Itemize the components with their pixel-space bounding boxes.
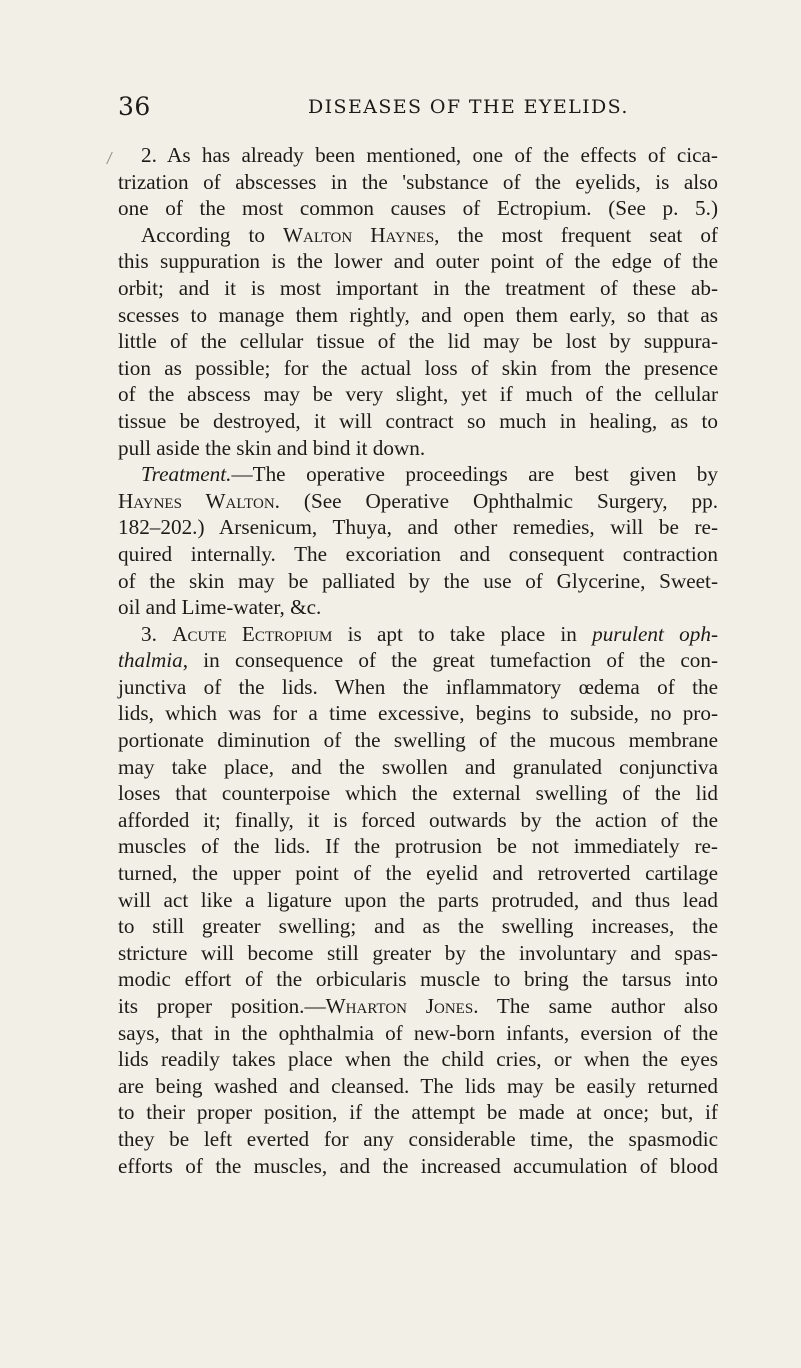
text-line — [118, 674, 718, 701]
text-segment: turned, the upper point of the eyelid and retroverted cartilage — [118, 861, 718, 886]
text-segment: —The operative proceedings are best given by — [231, 462, 718, 487]
text-segment: little of the cellular tissue of the lid may be lost by suppura- — [118, 329, 718, 354]
text-line — [118, 1020, 718, 1047]
author-name: Wharton Jones — [325, 994, 474, 1018]
text-segment: its proper position.— — [118, 994, 326, 1018]
author-name: Acute Ectropium — [172, 621, 333, 646]
text-line — [118, 621, 718, 648]
text-segment: says, that in the ophthalmia of new-born infants, eversion of the — [118, 1020, 718, 1045]
text-segment: afforded it; finally, it is forced outwards by the action of the — [118, 807, 718, 832]
italic-text: purulent oph- — [592, 621, 719, 646]
text-line — [118, 1153, 718, 1180]
text-segment: , in consequence of the great tumefaction of the con- — [182, 648, 718, 673]
text-line — [118, 169, 718, 196]
text-segment: tissue be destroyed, it will contract so much in healing, as to — [118, 408, 718, 433]
text-line — [118, 381, 718, 408]
author-name: Haynes Walton — [118, 488, 275, 513]
text-line — [118, 966, 718, 993]
text-segment: will act like a ligature upon the parts protruded, and thus lead — [118, 887, 718, 912]
page-header — [118, 92, 718, 126]
text-line — [118, 940, 718, 967]
page-number: 36 — [118, 92, 151, 121]
text-segment: portionate diminution of the swelling of the mucous membrane — [118, 728, 718, 753]
text-segment: junctiva of the lids. When the inflammatory œdema of the — [118, 674, 718, 699]
text-line — [118, 435, 718, 462]
text-segment: 3. — [141, 621, 173, 646]
text-segment: modic effort of the orbicularis muscle to bring the tarsus into — [118, 967, 718, 992]
text-segment: pull aside the skin and bind it down. — [118, 435, 426, 460]
text-segment: may take place, and the swollen and granulated conjunctiva — [118, 754, 718, 779]
text-line — [118, 594, 718, 621]
text-segment: 182–202.) Arsenicum, Thuya, and other remedies, will be re- — [118, 515, 718, 540]
text-line — [118, 727, 718, 754]
italic-text: Treatment. — [141, 462, 232, 487]
italic-text: thalmia — [118, 648, 183, 673]
text-segment: of the abscess may be very slight, yet if much of the cellular — [118, 382, 718, 407]
text-segment: lids, which was for a time excessive, begins to subside, no pro- — [118, 701, 718, 726]
text-segment: to still greater swelling; and as the swelling increases, the — [118, 914, 718, 939]
text-line — [118, 807, 718, 834]
text-line — [118, 1046, 718, 1073]
text-line — [118, 1099, 718, 1126]
text-segment: loses that counterpoise which the external swelling of the lid — [118, 781, 718, 806]
text-line — [118, 1073, 718, 1100]
text-line — [118, 860, 718, 887]
text-segment: is apt to take place in — [332, 621, 593, 646]
text-segment: . (See Operative Ophthalmic Surgery, pp. — [274, 488, 719, 513]
text-segment: scesses to manage them rightly, and open them early, so that as — [118, 302, 718, 327]
text-line — [118, 647, 718, 674]
text-segment: trization of abscesses in the 'substance of the eyelids, is also — [118, 169, 718, 194]
text-segment: , the most frequent seat of — [434, 222, 718, 247]
text-line — [118, 275, 718, 302]
text-segment: this suppuration is the lower and outer point of the edge of the — [118, 249, 718, 274]
text-segment: . The same author also — [473, 994, 718, 1018]
text-line — [118, 780, 718, 807]
text-segment: one of the most common causes of Ectropium. (See p. 5.) — [118, 196, 718, 221]
text-segment: According to — [141, 222, 284, 247]
text-line — [118, 222, 718, 249]
text-line — [118, 913, 718, 940]
text-line — [118, 754, 718, 781]
body-text — [118, 142, 718, 1179]
text-line — [118, 248, 718, 275]
text-segment: efforts of the muscles, and the increased accumulation of blood — [118, 1153, 718, 1178]
text-line — [118, 488, 718, 515]
text-line — [118, 355, 718, 382]
text-line — [118, 541, 718, 568]
text-segment: orbit; and it is most important in the treatment of these ab- — [118, 275, 718, 300]
text-line — [118, 328, 718, 355]
author-name: Walton Haynes — [283, 222, 435, 247]
text-segment: of the skin may be palliated by the use of Glycerine, Sweet- — [118, 568, 718, 593]
text-line — [118, 142, 718, 169]
text-segment: quired internally. The excoriation and consequent contraction — [118, 541, 718, 566]
text-segment: stricture will become still greater by the involuntary and spas- — [118, 940, 718, 965]
text-segment: 2. As has already been mentioned, one of the effects of cica- — [141, 143, 718, 167]
text-line — [118, 195, 718, 222]
text-segment: they be left everted for any considerable time, the spasmodic — [118, 1126, 718, 1151]
text-segment: oil and Lime-water, &c. — [118, 595, 322, 620]
text-line — [118, 302, 718, 329]
text-line — [118, 887, 718, 914]
text-segment: tion as possible; for the actual loss of skin from the presence — [118, 355, 718, 380]
text-segment: to their proper position, if the attempt be made at once; but, if — [118, 1100, 718, 1125]
text-line — [118, 700, 718, 727]
text-line — [118, 568, 718, 595]
text-line — [118, 993, 718, 1020]
text-line — [118, 461, 718, 488]
running-title: DISEASES OF THE EYELIDS. — [308, 96, 629, 118]
text-line — [118, 1126, 718, 1153]
text-segment: lids readily takes place when the child cries, or when the eyes — [118, 1047, 718, 1072]
text-line — [118, 514, 718, 541]
text-segment: muscles of the lids. If the protrusion be not immediately re- — [118, 834, 718, 859]
text-segment: are being washed and cleansed. The lids may be easily returned — [118, 1073, 718, 1098]
text-line — [118, 408, 718, 435]
text-line — [118, 833, 718, 860]
